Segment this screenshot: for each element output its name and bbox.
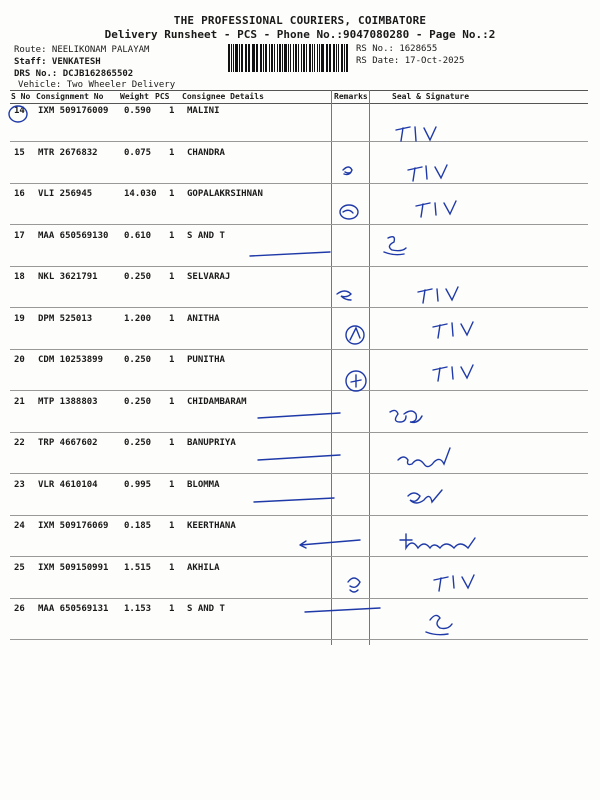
row-sno: 21 <box>14 397 25 407</box>
row-weight: 0.590 <box>124 106 152 116</box>
row-divider <box>10 183 588 184</box>
row-weight: 1.153 <box>124 604 152 614</box>
row-consignee: PUNITHA <box>187 355 225 365</box>
row-consignment-no: NKL 3621791 <box>38 272 98 282</box>
row-pcs: 1 <box>169 106 175 116</box>
row-weight: 0.250 <box>124 397 152 407</box>
vehicle-label: Vehicle: Two Wheeler Delivery <box>18 80 176 90</box>
col-remarks: Remarks <box>334 92 368 101</box>
row-divider <box>10 349 588 350</box>
row-sno: 15 <box>14 148 25 158</box>
row-consignment-no: VLR 4610104 <box>38 480 98 490</box>
row-divider <box>10 390 588 391</box>
row-pcs: 1 <box>169 480 175 490</box>
row-sno: 17 <box>14 231 25 241</box>
row-weight: 0.075 <box>124 148 152 158</box>
row-consignee: AKHILA <box>187 563 220 573</box>
col-pcs: PCS <box>155 92 170 101</box>
row-pcs: 1 <box>169 148 175 158</box>
header-rule-top <box>10 90 588 91</box>
row-sno: 22 <box>14 438 25 448</box>
row-weight: 0.610 <box>124 231 152 241</box>
route-label: Route: NEELIKONAM PALAYAM <box>14 45 150 55</box>
row-divider <box>10 141 588 142</box>
runsheet-title: Delivery Runsheet - PCS - Phone No.:9047080280 - Page No.:2 <box>104 28 496 41</box>
seal-divider <box>369 90 370 645</box>
row-sno: 18 <box>14 272 25 282</box>
barcode <box>228 44 350 72</box>
row-consignee: ANITHA <box>187 314 220 324</box>
row-consignee: SELVARAJ <box>187 272 231 282</box>
row-consignee: CHANDRA <box>187 148 225 158</box>
col-consignment: Consignment No <box>36 92 104 101</box>
row-sno: 20 <box>14 355 25 365</box>
row-divider <box>10 224 588 225</box>
row-sno: 26 <box>14 604 25 614</box>
row-weight: 1.200 <box>124 314 152 324</box>
row-consignee: GOPALAKRSIHNAN <box>187 189 263 199</box>
row-consignee: CHIDAMBARAM <box>187 397 247 407</box>
row-divider <box>10 515 588 516</box>
row-sno: 25 <box>14 563 25 573</box>
row-pcs: 1 <box>169 189 175 199</box>
col-consignee: Consignee Details <box>182 92 264 101</box>
rs-date: RS Date: 17-Oct-2025 <box>356 56 465 66</box>
row-sno: 19 <box>14 314 25 324</box>
row-weight: 0.250 <box>124 355 152 365</box>
row-consignment-no: VLI 256945 <box>38 189 93 199</box>
row-divider <box>10 639 588 640</box>
company-title: THE PROFESSIONAL COURIERS, COIMBATORE <box>173 14 427 27</box>
row-weight: 0.250 <box>124 272 152 282</box>
row-consignee: BLOMMA <box>187 480 220 490</box>
row-weight: 0.185 <box>124 521 152 531</box>
row-consignment-no: IXM 509150991 <box>38 563 109 573</box>
row-divider <box>10 473 588 474</box>
row-pcs: 1 <box>169 397 175 407</box>
row-sno: 24 <box>14 521 25 531</box>
row-consignee: BANUPRIYA <box>187 438 236 448</box>
row-consignment-no: DPM 525013 <box>38 314 93 324</box>
row-divider <box>10 266 588 267</box>
row-sno: 23 <box>14 480 25 490</box>
row-weight: 0.250 <box>124 438 152 448</box>
row-pcs: 1 <box>169 231 175 241</box>
row-sno: 14 <box>14 106 25 116</box>
row-consignment-no: CDM 10253899 <box>38 355 104 365</box>
row-consignee: S AND T <box>187 231 225 241</box>
row-pcs: 1 <box>169 563 175 573</box>
row-divider <box>10 556 588 557</box>
row-consignment-no: MTR 2676832 <box>38 148 98 158</box>
row-pcs: 1 <box>169 272 175 282</box>
col-weight: Weight <box>120 92 149 101</box>
row-consignee: S AND T <box>187 604 225 614</box>
header-rule-bottom <box>10 103 588 104</box>
row-divider <box>10 598 588 599</box>
remarks-divider <box>331 90 332 645</box>
row-consignment-no: IXM 509176069 <box>38 521 109 531</box>
row-consignment-no: MAA 650569131 <box>38 604 109 614</box>
row-weight: 14.030 <box>124 189 157 199</box>
row-pcs: 1 <box>169 521 175 531</box>
row-consignee: MALINI <box>187 106 220 116</box>
row-consignment-no: MAA 650569130 <box>38 231 109 241</box>
staff-label: Staff: VENKATESH <box>14 57 101 67</box>
row-consignment-no: MTP 1388803 <box>38 397 98 407</box>
row-divider <box>10 307 588 308</box>
rs-number: RS No.: 1628655 <box>356 44 438 54</box>
row-pcs: 1 <box>169 314 175 324</box>
row-consignee: KEERTHANA <box>187 521 236 531</box>
row-pcs: 1 <box>169 604 175 614</box>
row-pcs: 1 <box>169 438 175 448</box>
row-consignment-no: TRP 4667602 <box>38 438 98 448</box>
row-weight: 0.995 <box>124 480 152 490</box>
row-divider <box>10 432 588 433</box>
drs-number: DRS No.: DCJB162865502 <box>14 69 134 79</box>
col-sno: S No <box>11 92 31 101</box>
row-consignment-no: IXM 509176009 <box>38 106 109 116</box>
col-seal-signature: Seal & Signature <box>392 92 470 101</box>
row-pcs: 1 <box>169 355 175 365</box>
row-sno: 16 <box>14 189 25 199</box>
row-weight: 1.515 <box>124 563 152 573</box>
